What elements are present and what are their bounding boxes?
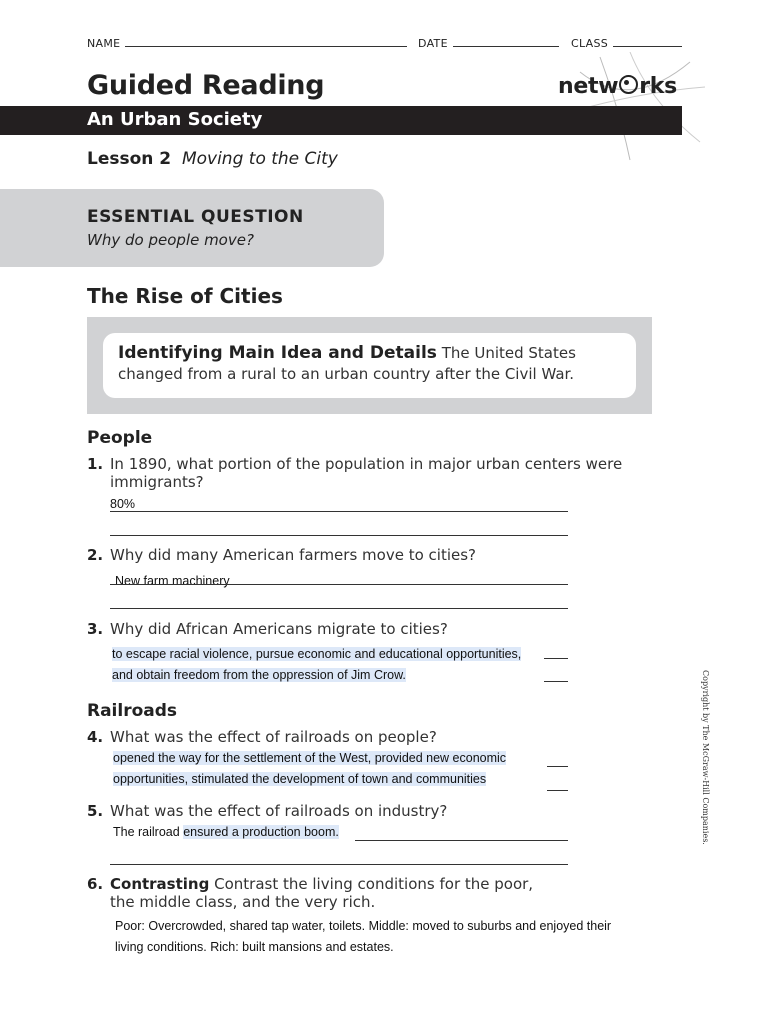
answer-1[interactable]: 80% (110, 497, 136, 511)
answer-6-line-1[interactable]: Poor: Overcrowded, shared tap water, toilets. Middle: moved to suburbs and enjoyed their (115, 919, 612, 933)
answer-6-line-2[interactable]: living conditions. Rich: built mansions and estates. (115, 940, 394, 954)
question-1-text: In 1890, what portion of the population in major urban centers were immigrants? (110, 455, 623, 491)
question-6-text: Contrasting Contrast the living conditions for the poor, the middle class, and the very rich. (110, 875, 534, 911)
essential-question-box (0, 189, 384, 267)
globe-icon (619, 75, 638, 94)
question-number: 2. (87, 546, 104, 564)
answer-line (110, 511, 568, 512)
answer-line (544, 681, 568, 682)
date-field[interactable] (453, 46, 559, 47)
answer-5[interactable]: The railroad ensured a production boom. (113, 825, 339, 839)
page-title: Guided Reading (87, 70, 325, 101)
unit-title: An Urban Society (87, 109, 263, 130)
essential-question-heading: ESSENTIAL QUESTION (87, 207, 304, 227)
answer-line (547, 766, 568, 767)
question-number: 4. (87, 728, 104, 746)
question-5-text: What was the effect of railroads on industry? (110, 802, 448, 820)
name-field[interactable] (125, 46, 407, 47)
answer-4-line-1[interactable]: opened the way for the settlement of the West, provided new economic (113, 751, 507, 765)
answer-3-line-2[interactable]: and obtain freedom from the oppression of Jim Crow. (112, 668, 406, 682)
question-2-text: Why did many American farmers move to cities? (110, 546, 476, 564)
answer-line (110, 535, 568, 536)
question-number: 1. (87, 455, 104, 473)
question-3-text: Why did African Americans migrate to cities? (110, 620, 448, 638)
essential-question-text: Why do people move? (87, 231, 254, 249)
answer-line (110, 608, 568, 609)
answer-4-line-2[interactable]: opportunities, stimulated the development of town and communities (113, 772, 487, 786)
main-idea-text: Identifying Main Idea and Details The United States changed from a rural to an urban country after the Civil War. (118, 343, 576, 383)
answer-2[interactable]: New farm machinery (115, 574, 230, 588)
answer-line (110, 584, 568, 585)
question-4-text: What was the effect of railroads on people? (110, 728, 437, 746)
copyright-notice: Copyright by The McGraw-Hill Companies. (701, 670, 710, 845)
answer-line (547, 790, 568, 791)
answer-3-line-1[interactable]: to escape racial violence, pursue economic and educational opportunities, (112, 647, 522, 661)
railroads-heading: Railroads (87, 701, 178, 721)
answer-line (544, 658, 568, 659)
question-number: 3. (87, 620, 104, 638)
question-number: 5. (87, 802, 104, 820)
answer-line (110, 864, 568, 865)
lesson-heading: Lesson 2 Moving to the City (87, 149, 338, 169)
answer-line (355, 840, 568, 841)
class-label: CLASS (571, 37, 609, 50)
date-label: DATE (418, 37, 448, 50)
class-field[interactable] (613, 46, 682, 47)
section-title: The Rise of Cities (87, 284, 283, 308)
people-heading: People (87, 428, 153, 448)
question-number: 6. (87, 875, 104, 893)
networks-logo: netw rks (558, 74, 677, 99)
name-label: NAME (87, 37, 121, 50)
